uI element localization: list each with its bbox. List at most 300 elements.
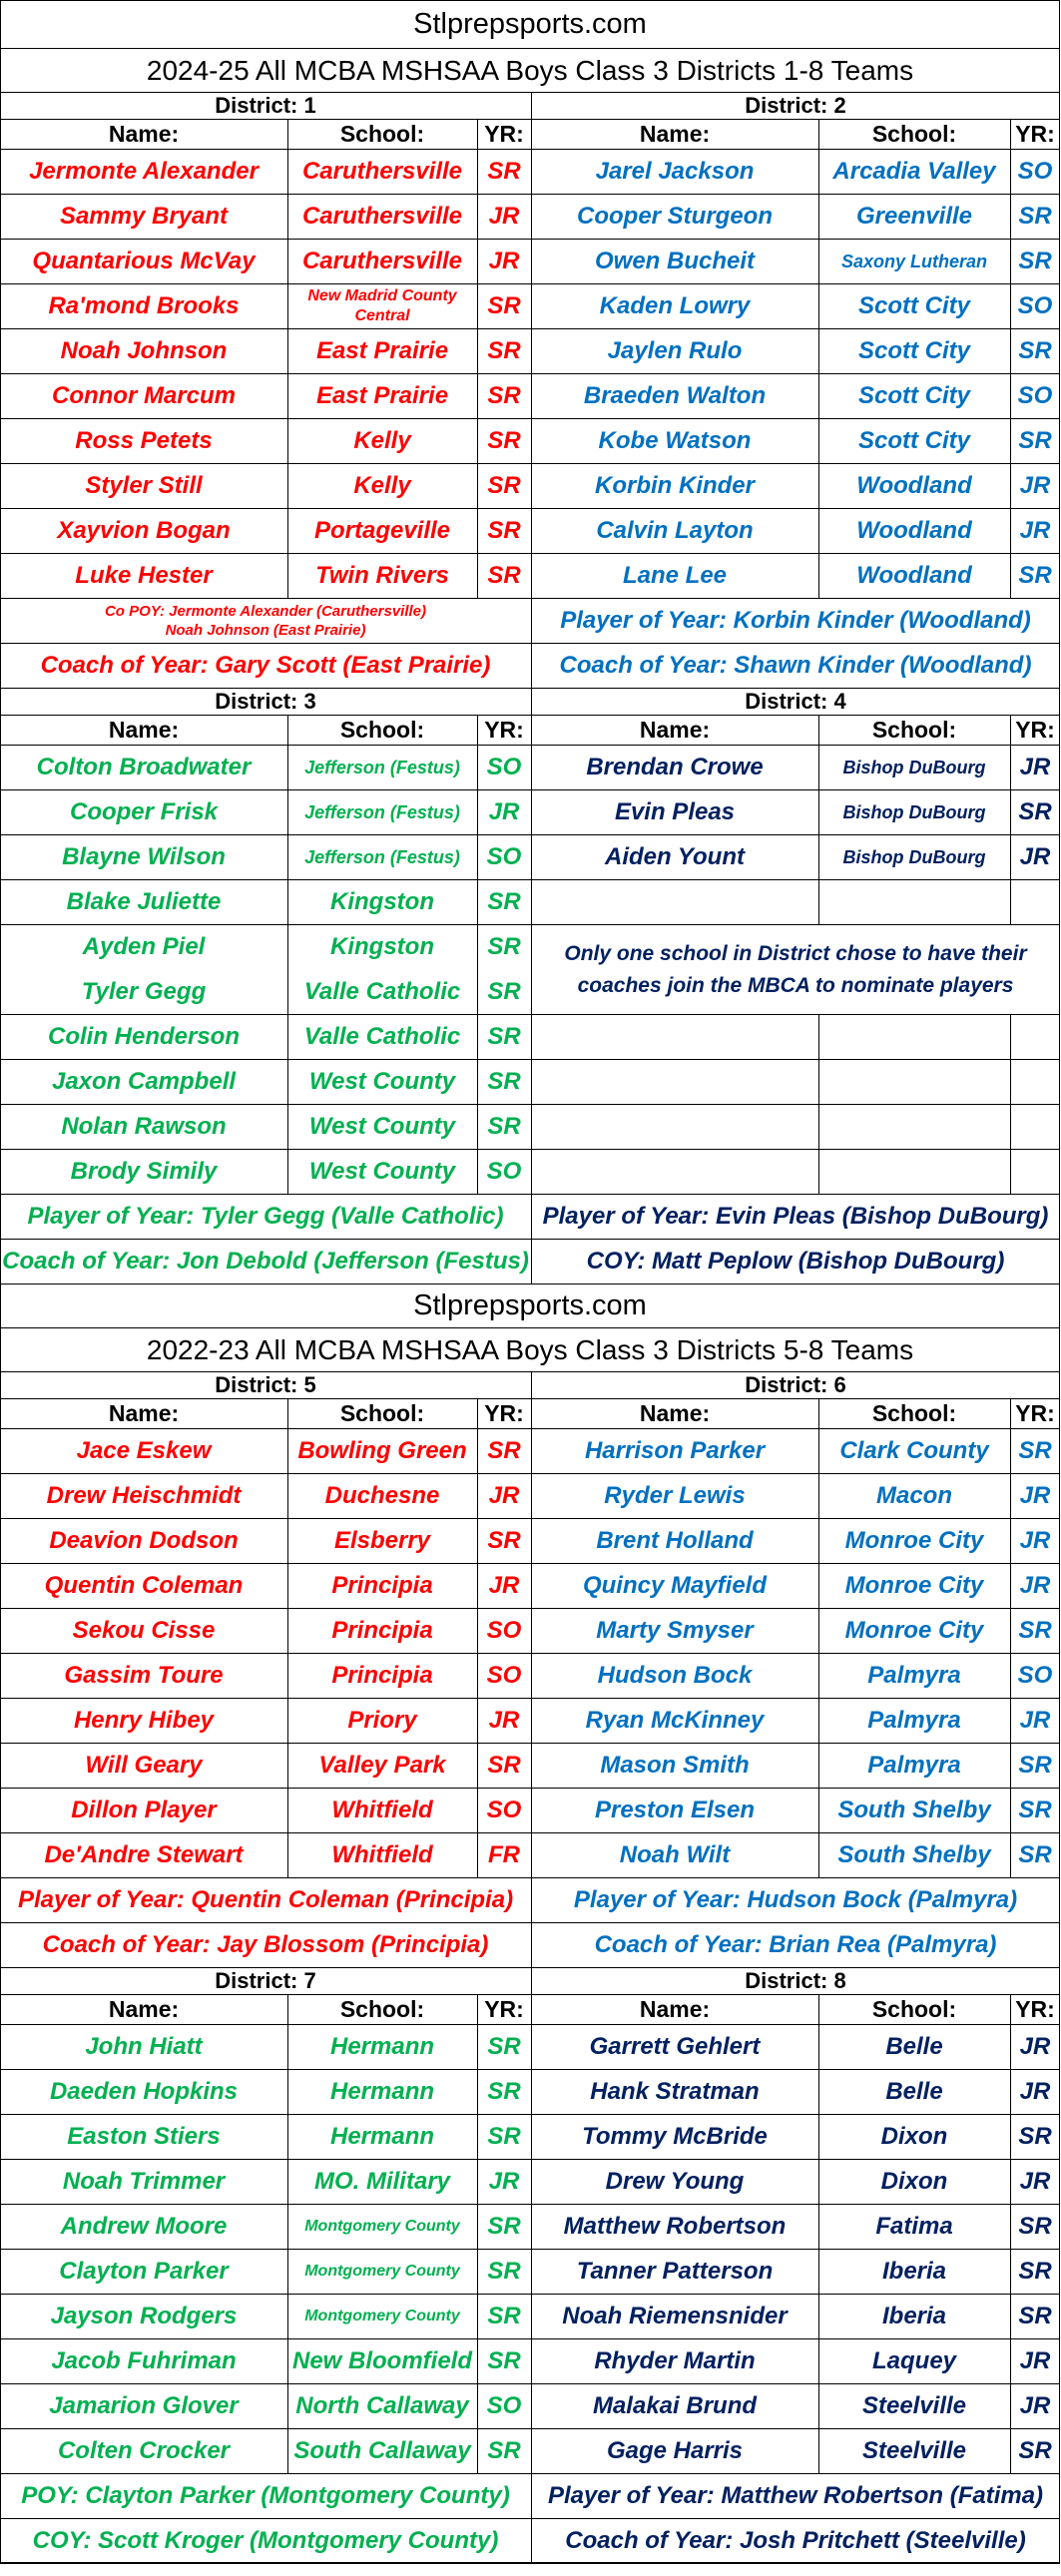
grid-line xyxy=(531,1564,532,1608)
player-name: Tommy McBride xyxy=(582,2123,768,2150)
grid-line xyxy=(477,1429,478,1473)
grid-line xyxy=(477,969,478,1014)
player-school: Iberia xyxy=(881,2303,947,2329)
grid-line xyxy=(477,150,478,194)
player-name: Ra'mond Brooks xyxy=(48,292,240,319)
grid-line xyxy=(531,2519,532,2562)
grid-line xyxy=(287,790,288,834)
player-name: Jarel Jackson xyxy=(595,158,755,185)
grid-line xyxy=(287,880,288,924)
player-year: SR xyxy=(1018,2213,1052,2240)
table-row xyxy=(0,2249,1060,2294)
player-name: Preston Elsen xyxy=(594,1797,756,1823)
grid-line xyxy=(531,1968,532,1994)
grid-line xyxy=(477,2160,478,2204)
player-of-year-row-left: Player of Year: Quentin Coleman (Principia) xyxy=(17,1886,514,1913)
player-name: Jace Eskew xyxy=(76,1437,212,1464)
player-of-year-row xyxy=(0,1194,1060,1239)
section-title-row xyxy=(0,1327,1060,1371)
player-name: Braeden Walton xyxy=(583,382,767,409)
district-label: District: 8 xyxy=(745,1968,846,1993)
player-year: JR xyxy=(1019,2078,1051,2105)
player-school: Montgomery County xyxy=(304,2308,460,2324)
player-school: Belle xyxy=(885,2033,943,2060)
grid-line xyxy=(287,2070,288,2114)
table-row xyxy=(0,1743,1060,1788)
player-name: Kaden Lowry xyxy=(599,292,751,319)
grid-line xyxy=(531,1240,532,1284)
grid-line xyxy=(531,1060,532,1104)
name-header: Name: xyxy=(108,717,180,743)
grid-line xyxy=(477,419,478,463)
grid-line xyxy=(818,240,819,283)
coach-of-year-row-left: Coach of Year: Jay Blossom (Principia) xyxy=(42,1931,489,1958)
grid-line xyxy=(477,2339,478,2383)
district-label: District: 7 xyxy=(215,1968,316,1993)
grid-line xyxy=(531,1699,532,1743)
player-name: Aiden Yount xyxy=(605,843,745,870)
player-school: Macon xyxy=(875,1482,952,1509)
grid-line xyxy=(818,1474,819,1518)
grid-line xyxy=(1010,716,1011,745)
table-row xyxy=(0,1608,1060,1653)
grid-line xyxy=(287,464,288,508)
player-year: SO xyxy=(1017,1662,1053,1689)
name-header: Name: xyxy=(639,1400,711,1426)
table-row xyxy=(0,1518,1060,1563)
player-name: Drew Young xyxy=(605,2168,745,2195)
grid-line xyxy=(1010,2339,1011,2383)
grid-line xyxy=(477,329,478,373)
player-school: Laquey xyxy=(871,2347,957,2374)
player-year: JR xyxy=(488,203,520,230)
player-name: Sekou Cisse xyxy=(72,1617,216,1644)
table-row xyxy=(0,463,1060,508)
player-year: SO xyxy=(1017,382,1053,409)
table-row xyxy=(0,2069,1060,2114)
grid-line xyxy=(818,374,819,418)
player-school: North Callaway xyxy=(295,2392,469,2419)
grid-line xyxy=(1010,2115,1011,2159)
table-row xyxy=(0,1473,1060,1518)
player-name: Ryan McKinney xyxy=(585,1707,765,1734)
grid-line xyxy=(1010,1474,1011,1518)
district-label: District: 1 xyxy=(215,93,316,118)
player-year: SR xyxy=(487,2213,521,2240)
grid-line xyxy=(531,1744,532,1788)
player-name: Nolan Rawson xyxy=(61,1113,227,1140)
player-school: Twin Rivers xyxy=(315,562,449,589)
grid-line xyxy=(1010,240,1011,283)
section-title-row xyxy=(0,48,1060,92)
grid-line xyxy=(1010,1744,1011,1788)
player-school: Woodland xyxy=(856,562,972,589)
player-name: Jayson Rodgers xyxy=(50,2303,238,2329)
table-row xyxy=(0,2338,1060,2383)
player-year: SR xyxy=(487,1437,521,1464)
player-name: Noah Riemensnider xyxy=(562,2303,788,2329)
grid-line xyxy=(818,2384,819,2428)
player-school: Woodland xyxy=(856,472,972,499)
grid-line xyxy=(287,2025,288,2069)
site-name: Stlprepsports.com xyxy=(413,8,647,40)
player-school: South Shelby xyxy=(837,1797,991,1823)
player-year: JR xyxy=(488,1482,520,1509)
player-school: Scott City xyxy=(857,427,970,454)
table-row xyxy=(0,239,1060,283)
player-year: JR xyxy=(1019,2168,1051,2195)
grid-line xyxy=(1010,1833,1011,1877)
grid-line xyxy=(1010,1105,1011,1149)
player-year: SR xyxy=(487,1068,521,1095)
grid-line xyxy=(1010,284,1011,328)
player-name: John Hiatt xyxy=(85,2033,203,2060)
player-school: Jefferson (Festus) xyxy=(304,846,460,867)
grid-line xyxy=(477,1399,478,1428)
grid-line xyxy=(818,509,819,553)
player-year: SR xyxy=(1018,562,1052,589)
grid-line xyxy=(1010,2384,1011,2428)
grid-line xyxy=(287,1015,288,1059)
player-name: Lane Lee xyxy=(622,562,728,589)
table-row xyxy=(0,1149,1060,1194)
grid-line xyxy=(531,2250,532,2294)
grid-line xyxy=(1010,150,1011,194)
grid-line xyxy=(287,554,288,598)
table-row xyxy=(0,194,1060,239)
site-banner xyxy=(0,0,1060,48)
grid-line xyxy=(477,2025,478,2069)
player-name: Blake Juliette xyxy=(66,888,222,915)
player-year: SR xyxy=(487,977,521,1005)
grid-line xyxy=(477,1833,478,1877)
name-header: Name: xyxy=(639,717,711,743)
player-school: Valle Catholic xyxy=(303,977,461,1005)
grid-line xyxy=(1010,2250,1011,2294)
player-school: Duchesne xyxy=(324,1482,440,1509)
player-year: SR xyxy=(487,1527,521,1554)
grid-line xyxy=(287,1609,288,1653)
grid-line xyxy=(818,1519,819,1563)
player-name: Matthew Robertson xyxy=(563,2213,787,2240)
grid-line xyxy=(818,2205,819,2249)
coach-of-year-row-left: Coach of Year: Jon Debold (Jefferson (Festus) xyxy=(2,1248,529,1275)
player-year: SO xyxy=(486,1617,522,1644)
grid-line xyxy=(287,240,288,283)
table-row xyxy=(0,2204,1060,2249)
grid-line xyxy=(1010,1654,1011,1698)
grid-line xyxy=(531,689,532,715)
grid-line xyxy=(477,716,478,745)
player-name: Mason Smith xyxy=(600,1752,750,1779)
coach-of-year-row xyxy=(0,1239,1060,1284)
player-year: SO xyxy=(486,754,522,780)
grid-line xyxy=(1010,1699,1011,1743)
table-row xyxy=(0,418,1060,463)
grid-line xyxy=(477,2429,478,2473)
player-school: West County xyxy=(308,1158,456,1185)
player-school: Montgomery County xyxy=(304,2218,460,2235)
grid-line xyxy=(531,1519,532,1563)
grid-line xyxy=(531,2384,532,2428)
player-year: SR xyxy=(487,337,521,364)
grid-line xyxy=(818,2070,819,2114)
grid-line xyxy=(477,1474,478,1518)
grid-line xyxy=(477,509,478,553)
player-year: JR xyxy=(488,798,520,825)
player-name: Brent Holland xyxy=(596,1527,754,1554)
player-name: Jaylen Rulo xyxy=(607,337,743,364)
grid-line xyxy=(477,2295,478,2338)
player-year: SR xyxy=(487,292,521,319)
player-name: Quantarious McVay xyxy=(32,248,256,274)
player-name: Gage Harris xyxy=(606,2437,744,2464)
player-school: West County xyxy=(308,1113,456,1140)
year-header: YR: xyxy=(1015,1400,1055,1426)
player-name: Korbin Kinder xyxy=(595,472,755,499)
grid-line xyxy=(818,419,819,463)
district-label-row xyxy=(0,1967,1060,1994)
grid-line xyxy=(477,880,478,924)
grid-line xyxy=(531,599,532,643)
grid-line xyxy=(287,1429,288,1473)
grid-line xyxy=(287,2295,288,2338)
grid-line xyxy=(1010,835,1011,879)
player-year: SR xyxy=(1018,248,1052,274)
section-title: 2022-23 All MCBA MSHSAA Boys Class 3 Districts 5-8 Teams xyxy=(146,1333,914,1365)
player-name: Noah Trimmer xyxy=(62,2168,226,2195)
player-school: Scott City xyxy=(857,382,970,409)
player-year: SR xyxy=(1018,1617,1052,1644)
player-school: Principia xyxy=(331,1662,433,1689)
grid-line xyxy=(477,790,478,834)
grid-line xyxy=(287,1564,288,1608)
player-school: Montgomery County xyxy=(304,2263,460,2280)
grid-line xyxy=(531,329,532,373)
year-header: YR: xyxy=(484,717,524,743)
player-year: SR xyxy=(1018,1752,1052,1779)
player-name: Quentin Coleman xyxy=(44,1572,244,1599)
grid-line xyxy=(531,1474,532,1518)
player-name: Sammy Bryant xyxy=(59,203,229,230)
player-school: Palmyra xyxy=(867,1662,961,1689)
grid-line xyxy=(818,120,819,149)
player-name: Marty Smyser xyxy=(596,1617,754,1644)
grid-line xyxy=(818,2429,819,2473)
player-of-year-row-left: POY: Clayton Parker (Montgomery County) xyxy=(21,2482,510,2509)
grid-line xyxy=(1010,195,1011,239)
grid-line xyxy=(1010,1519,1011,1563)
grid-line xyxy=(818,1654,819,1698)
table-row xyxy=(0,328,1060,373)
player-year: SR xyxy=(487,933,521,960)
player-school: Kelly xyxy=(353,427,411,454)
table-row xyxy=(0,1104,1060,1149)
grid-line xyxy=(477,464,478,508)
player-of-year-row xyxy=(0,2473,1060,2518)
coach-of-year-row xyxy=(0,643,1060,688)
grid-line xyxy=(531,93,532,119)
player-school: Saxony Lutheran xyxy=(840,251,988,271)
player-school: Palmyra xyxy=(867,1707,961,1734)
grid-line xyxy=(1010,2160,1011,2204)
name-header: Name: xyxy=(639,121,711,147)
player-year: JR xyxy=(1019,1527,1051,1554)
district-label: District: 2 xyxy=(745,93,846,118)
player-name: Jermonte Alexander xyxy=(29,158,259,185)
player-year: JR xyxy=(1019,472,1051,499)
player-year: SR xyxy=(487,2347,521,2374)
player-year: JR xyxy=(1019,1707,1051,1734)
grid-line xyxy=(287,2384,288,2428)
table-row xyxy=(0,745,1060,789)
grid-line xyxy=(477,1150,478,1194)
table-row xyxy=(0,2024,1060,2069)
grid-line xyxy=(287,2205,288,2249)
grid-line xyxy=(531,2339,532,2383)
coach-of-year-row-right: Coach of Year: Josh Pritchett (Steelville) xyxy=(565,2526,1026,2554)
player-school: Principia xyxy=(331,1572,433,1599)
player-name: Blayne Wilson xyxy=(62,843,226,870)
player-year: JR xyxy=(1019,1572,1051,1599)
player-name: Cooper Sturgeon xyxy=(577,203,773,230)
grid-line xyxy=(477,835,478,879)
table-row xyxy=(0,2428,1060,2473)
player-year: SR xyxy=(1018,203,1052,230)
grid-line xyxy=(1010,1995,1011,2024)
grid-line xyxy=(287,716,288,745)
grid-line xyxy=(477,1654,478,1698)
player-year: SR xyxy=(487,2078,521,2105)
name-header: Name: xyxy=(108,1996,180,2022)
grid-line xyxy=(477,1995,478,2024)
grid-line xyxy=(287,150,288,194)
table-row xyxy=(0,1563,1060,1608)
player-year: JR xyxy=(1019,754,1051,780)
player-year: SO xyxy=(486,1158,522,1185)
player-year: SO xyxy=(486,843,522,870)
player-name: Jacob Fuhriman xyxy=(51,2347,237,2374)
grid-line xyxy=(818,1105,819,1149)
grid-line xyxy=(477,2115,478,2159)
player-name: Cooper Frisk xyxy=(69,798,219,825)
school-header: School: xyxy=(339,1996,425,2022)
player-of-year-row xyxy=(0,1877,1060,1922)
grid-line xyxy=(477,1564,478,1608)
player-year: SR xyxy=(1018,1841,1052,1868)
grid-line xyxy=(477,1789,478,1832)
school-header: School: xyxy=(871,717,957,743)
player-school: Monroe City xyxy=(844,1572,984,1599)
grid-line xyxy=(477,554,478,598)
grid-line xyxy=(287,284,288,328)
grid-line xyxy=(287,925,288,969)
grid-line xyxy=(531,1654,532,1698)
grid-line xyxy=(531,1609,532,1653)
grid-line xyxy=(287,329,288,373)
year-header: YR: xyxy=(1015,121,1055,147)
player-year: SO xyxy=(1017,292,1053,319)
grid-line xyxy=(1010,2429,1011,2473)
school-header: School: xyxy=(871,1996,957,2022)
grid-line xyxy=(531,150,532,194)
grid-line xyxy=(531,2474,532,2518)
table-row xyxy=(0,2159,1060,2204)
table-row xyxy=(0,508,1060,553)
table-row xyxy=(0,789,1060,834)
grid-line xyxy=(477,284,478,328)
table-row xyxy=(0,1653,1060,1698)
table-row xyxy=(0,1428,1060,1473)
grid-line xyxy=(818,1429,819,1473)
grid-line xyxy=(477,1060,478,1104)
player-name: Kobe Watson xyxy=(598,427,752,454)
player-of-year: Player of Year: Korbin Kinder (Woodland) xyxy=(560,607,1031,634)
player-name: De'Andre Stewart xyxy=(44,1841,244,1868)
player-name: Will Geary xyxy=(85,1752,203,1779)
grid-line xyxy=(1010,374,1011,418)
player-name: Garrett Gehlert xyxy=(589,2033,761,2060)
player-year: SR xyxy=(487,427,521,454)
player-year: SR xyxy=(1018,2303,1052,2329)
player-name: Styler Still xyxy=(85,472,203,499)
player-name: Noah Johnson xyxy=(60,337,228,364)
grid-line xyxy=(531,195,532,239)
grid-line xyxy=(1010,1150,1011,1194)
grid-line xyxy=(1010,2070,1011,2114)
column-header-row xyxy=(0,1398,1060,1428)
player-school: Caruthersville xyxy=(301,158,463,185)
grid-line xyxy=(531,1833,532,1877)
player-year: JR xyxy=(1019,2347,1051,2374)
grid-line xyxy=(477,1609,478,1653)
grid-line xyxy=(531,509,532,553)
grid-line xyxy=(531,644,532,688)
grid-line xyxy=(818,1995,819,2024)
grid-line xyxy=(531,880,532,924)
player-name: Jaxon Campbell xyxy=(51,1068,237,1095)
co-poy-line-1: Co POY: Jermonte Alexander (Caruthersville) xyxy=(104,602,427,620)
grid-line xyxy=(1010,880,1011,924)
player-name: Evin Pleas xyxy=(614,798,736,825)
coach-of-year-row xyxy=(0,2518,1060,2563)
player-year: SR xyxy=(487,472,521,499)
coach-of-year-row-left: Coach of Year: Gary Scott (East Prairie) xyxy=(40,652,491,679)
grid-line xyxy=(287,1519,288,1563)
player-year: FR xyxy=(488,1841,520,1868)
grid-line xyxy=(531,746,532,789)
grid-line xyxy=(287,835,288,879)
grid-line xyxy=(531,1878,532,1922)
grid-line xyxy=(531,1015,532,1059)
grid-line xyxy=(531,554,532,598)
school-header: School: xyxy=(871,1400,957,1426)
grid-line xyxy=(818,1150,819,1194)
player-year: JR xyxy=(488,2168,520,2195)
player-school: Kelly xyxy=(353,472,411,499)
grid-line xyxy=(477,2250,478,2294)
player-year: SR xyxy=(487,1023,521,1050)
player-year: JR xyxy=(488,1572,520,1599)
player-year: SR xyxy=(487,2437,521,2464)
grid-line xyxy=(531,1995,532,2024)
player-school: Bishop DuBourg xyxy=(842,801,986,822)
grid-line xyxy=(287,1699,288,1743)
player-year: SR xyxy=(1018,2437,1052,2464)
grid-line xyxy=(477,195,478,239)
grid-line xyxy=(818,1789,819,1832)
grid-line xyxy=(818,2160,819,2204)
